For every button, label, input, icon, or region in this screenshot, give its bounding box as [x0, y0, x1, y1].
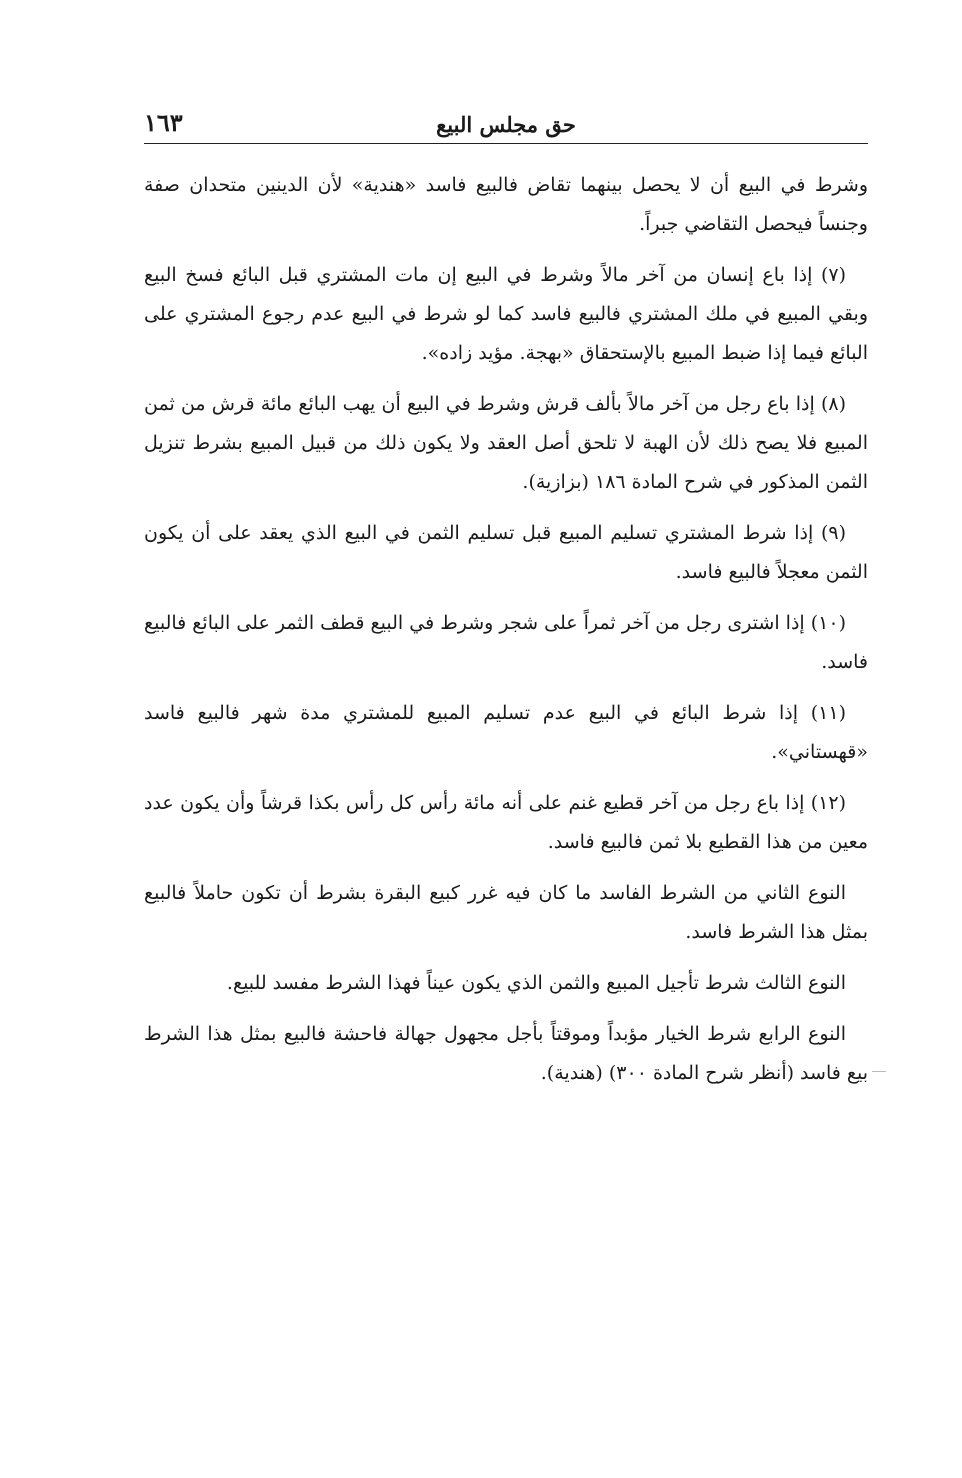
header-rule [144, 143, 868, 144]
paragraph-type-four: النوع الرابع شرط الخيار مؤبداً وموقتاً بأجل مجهول جهالة فاحشة فالبيع بمثل هذا الشرط بيع فاسد (أنظر شرح المادة ٣٠٠) (هندية). [144, 1023, 868, 1084]
paragraph-item-7: (٧) إذا باع إنسان من آخر مالاً وشرط في البيع إن مات المشتري قبل البائع فسخ البيع وبقي المبيع في ملك المشتري فالبيع فاسد كما لو شرط في البيع عدم رجوع المشتري على البائع فيما إذا ضبط المبيع بالإستحقاق «بهجة. مؤيد زاده». [144, 264, 868, 364]
page-number: ١٦٣ [144, 108, 183, 137]
running-title: حق مجلس البيع [436, 112, 576, 137]
paragraph-item-8: (٨) إذا باع رجل من آخر مالاً بألف قرش وشرط في البيع أن يهب البائع مائة قرش من ثمن المبيع فلا يصح ذلك لأن الهبة لا تلحق أصل العقد ولا يكون ذلك من قبيل المبيع بشرط تنزيل الثمن المذكور في شرح المادة ١٨٦ (بزازية). [144, 393, 868, 493]
page-header [144, 108, 868, 142]
page-body [144, 166, 868, 1105]
paragraph-item-12: (١٢) إذا باع رجل من آخر قطيع غنم على أنه مائة رأس كل رأس بكذا قرشاً وأن يكون عدد معين من هذا القطيع بلا ثمن فالبيع فاسد. [144, 792, 868, 853]
scan-mark [872, 1071, 886, 1072]
paragraph-continuation: وشرط في البيع أن لا يحصل بينهما تقاض فالبيع فاسد «هندية» لأن الدينين متحدان صفة وجنساً فيحصل التقاضي جبراً. [144, 174, 868, 235]
paragraph-type-two: النوع الثاني من الشرط الفاسد ما كان فيه غرر كبيع البقرة بشرط أن تكون حاملاً فالبيع بمثل هذا الشرط فاسد. [144, 882, 868, 943]
paragraph-type-three: النوع الثالث شرط تأجيل المبيع والثمن الذي يكون عيناً فهذا الشرط مفسد للبيع. [226, 972, 846, 994]
paragraph-item-11: (١١) إذا شرط البائع في البيع عدم تسليم المبيع للمشتري مدة شهر فالبيع فاسد «قهستاني». [144, 702, 868, 763]
paragraph-item-9: (٩) إذا شرط المشتري تسليم المبيع قبل تسليم الثمن في البيع الذي يعقد على أن يكون الثمن معجلاً فالبيع فاسد. [144, 522, 868, 583]
paragraph-item-10: (١٠) إذا اشترى رجل من آخر ثمراً على شجر وشرط في البيع قطف الثمر على البائع فالبيع فاسد. [144, 612, 868, 673]
